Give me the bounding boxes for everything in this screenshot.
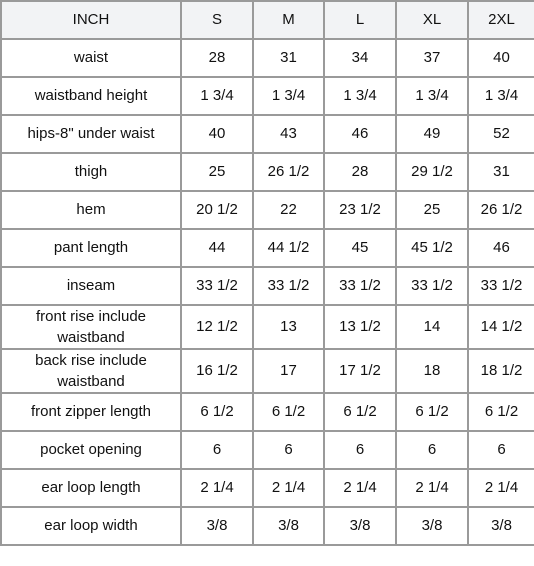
cell-size-l: 6 — [324, 431, 396, 469]
size-chart-body — [1, 39, 534, 545]
cell-size-2xl: 33 1/2 — [468, 267, 534, 305]
cell-size-2xl: 3/8 — [468, 507, 534, 545]
cell-size-xl: 18 — [396, 349, 468, 393]
table-row — [1, 507, 534, 545]
cell-size-2xl: 18 1/2 — [468, 349, 534, 393]
cell-size-2xl: 46 — [468, 229, 534, 267]
row-label: pant length — [1, 229, 181, 267]
header-size-m: M — [253, 1, 324, 39]
cell-size-s: 44 — [181, 229, 253, 267]
row-label: front rise include waistband — [1, 305, 181, 349]
cell-size-xl: 2 1/4 — [396, 469, 468, 507]
cell-size-s: 3/8 — [181, 507, 253, 545]
row-label: ear loop length — [1, 469, 181, 507]
row-label: pocket opening — [1, 431, 181, 469]
cell-size-l: 13 1/2 — [324, 305, 396, 349]
cell-size-xl: 1 3/4 — [396, 77, 468, 115]
cell-size-s: 28 — [181, 39, 253, 77]
cell-size-l: 34 — [324, 39, 396, 77]
header-row — [1, 1, 534, 39]
cell-size-m: 3/8 — [253, 507, 324, 545]
cell-size-m: 2 1/4 — [253, 469, 324, 507]
cell-size-m: 13 — [253, 305, 324, 349]
cell-size-m: 26 1/2 — [253, 153, 324, 191]
cell-size-xl: 33 1/2 — [396, 267, 468, 305]
table-row — [1, 469, 534, 507]
cell-size-s: 40 — [181, 115, 253, 153]
cell-size-s: 12 1/2 — [181, 305, 253, 349]
header-size-l: L — [324, 1, 396, 39]
table-row — [1, 153, 534, 191]
table-row — [1, 431, 534, 469]
table-row — [1, 191, 534, 229]
cell-size-xl: 25 — [396, 191, 468, 229]
cell-size-m: 1 3/4 — [253, 77, 324, 115]
header-size-xl: XL — [396, 1, 468, 39]
cell-size-l: 3/8 — [324, 507, 396, 545]
table-row — [1, 349, 534, 393]
cell-size-m: 33 1/2 — [253, 267, 324, 305]
cell-size-2xl: 40 — [468, 39, 534, 77]
cell-size-m: 17 — [253, 349, 324, 393]
row-label: waist — [1, 39, 181, 77]
cell-size-2xl: 52 — [468, 115, 534, 153]
cell-size-2xl: 2 1/4 — [468, 469, 534, 507]
cell-size-xl: 14 — [396, 305, 468, 349]
cell-size-xl: 45 1/2 — [396, 229, 468, 267]
table-row — [1, 267, 534, 305]
cell-size-m: 44 1/2 — [253, 229, 324, 267]
cell-size-l: 45 — [324, 229, 396, 267]
table-row — [1, 39, 534, 77]
cell-size-l: 23 1/2 — [324, 191, 396, 229]
cell-size-l: 1 3/4 — [324, 77, 396, 115]
header-size-2xl: 2XL — [468, 1, 534, 39]
cell-size-l: 2 1/4 — [324, 469, 396, 507]
row-label: inseam — [1, 267, 181, 305]
cell-size-xl: 6 — [396, 431, 468, 469]
header-size-s: S — [181, 1, 253, 39]
cell-size-l: 6 1/2 — [324, 393, 396, 431]
row-label: hips-8" under waist — [1, 115, 181, 153]
cell-size-2xl: 14 1/2 — [468, 305, 534, 349]
cell-size-2xl: 6 — [468, 431, 534, 469]
cell-size-l: 28 — [324, 153, 396, 191]
table-row — [1, 393, 534, 431]
cell-size-xl: 29 1/2 — [396, 153, 468, 191]
cell-size-xl: 3/8 — [396, 507, 468, 545]
row-label: waistband height — [1, 77, 181, 115]
cell-size-s: 25 — [181, 153, 253, 191]
cell-size-m: 6 1/2 — [253, 393, 324, 431]
cell-size-s: 6 1/2 — [181, 393, 253, 431]
cell-size-l: 46 — [324, 115, 396, 153]
cell-size-l: 33 1/2 — [324, 267, 396, 305]
cell-size-s: 33 1/2 — [181, 267, 253, 305]
header-unit: INCH — [1, 1, 181, 39]
row-label: hem — [1, 191, 181, 229]
cell-size-xl: 49 — [396, 115, 468, 153]
cell-size-s: 6 — [181, 431, 253, 469]
size-chart-header — [1, 1, 534, 39]
table-row — [1, 229, 534, 267]
cell-size-s: 1 3/4 — [181, 77, 253, 115]
cell-size-m: 6 — [253, 431, 324, 469]
cell-size-xl: 37 — [396, 39, 468, 77]
row-label: thigh — [1, 153, 181, 191]
table-row — [1, 77, 534, 115]
cell-size-s: 16 1/2 — [181, 349, 253, 393]
row-label: back rise include waistband — [1, 349, 181, 393]
cell-size-l: 17 1/2 — [324, 349, 396, 393]
cell-size-m: 31 — [253, 39, 324, 77]
cell-size-s: 20 1/2 — [181, 191, 253, 229]
cell-size-2xl: 31 — [468, 153, 534, 191]
cell-size-2xl: 26 1/2 — [468, 191, 534, 229]
cell-size-m: 43 — [253, 115, 324, 153]
row-label: front zipper length — [1, 393, 181, 431]
cell-size-2xl: 1 3/4 — [468, 77, 534, 115]
table-row — [1, 305, 534, 349]
table-row — [1, 115, 534, 153]
cell-size-xl: 6 1/2 — [396, 393, 468, 431]
cell-size-2xl: 6 1/2 — [468, 393, 534, 431]
row-label: ear loop width — [1, 507, 181, 545]
cell-size-s: 2 1/4 — [181, 469, 253, 507]
cell-size-m: 22 — [253, 191, 324, 229]
